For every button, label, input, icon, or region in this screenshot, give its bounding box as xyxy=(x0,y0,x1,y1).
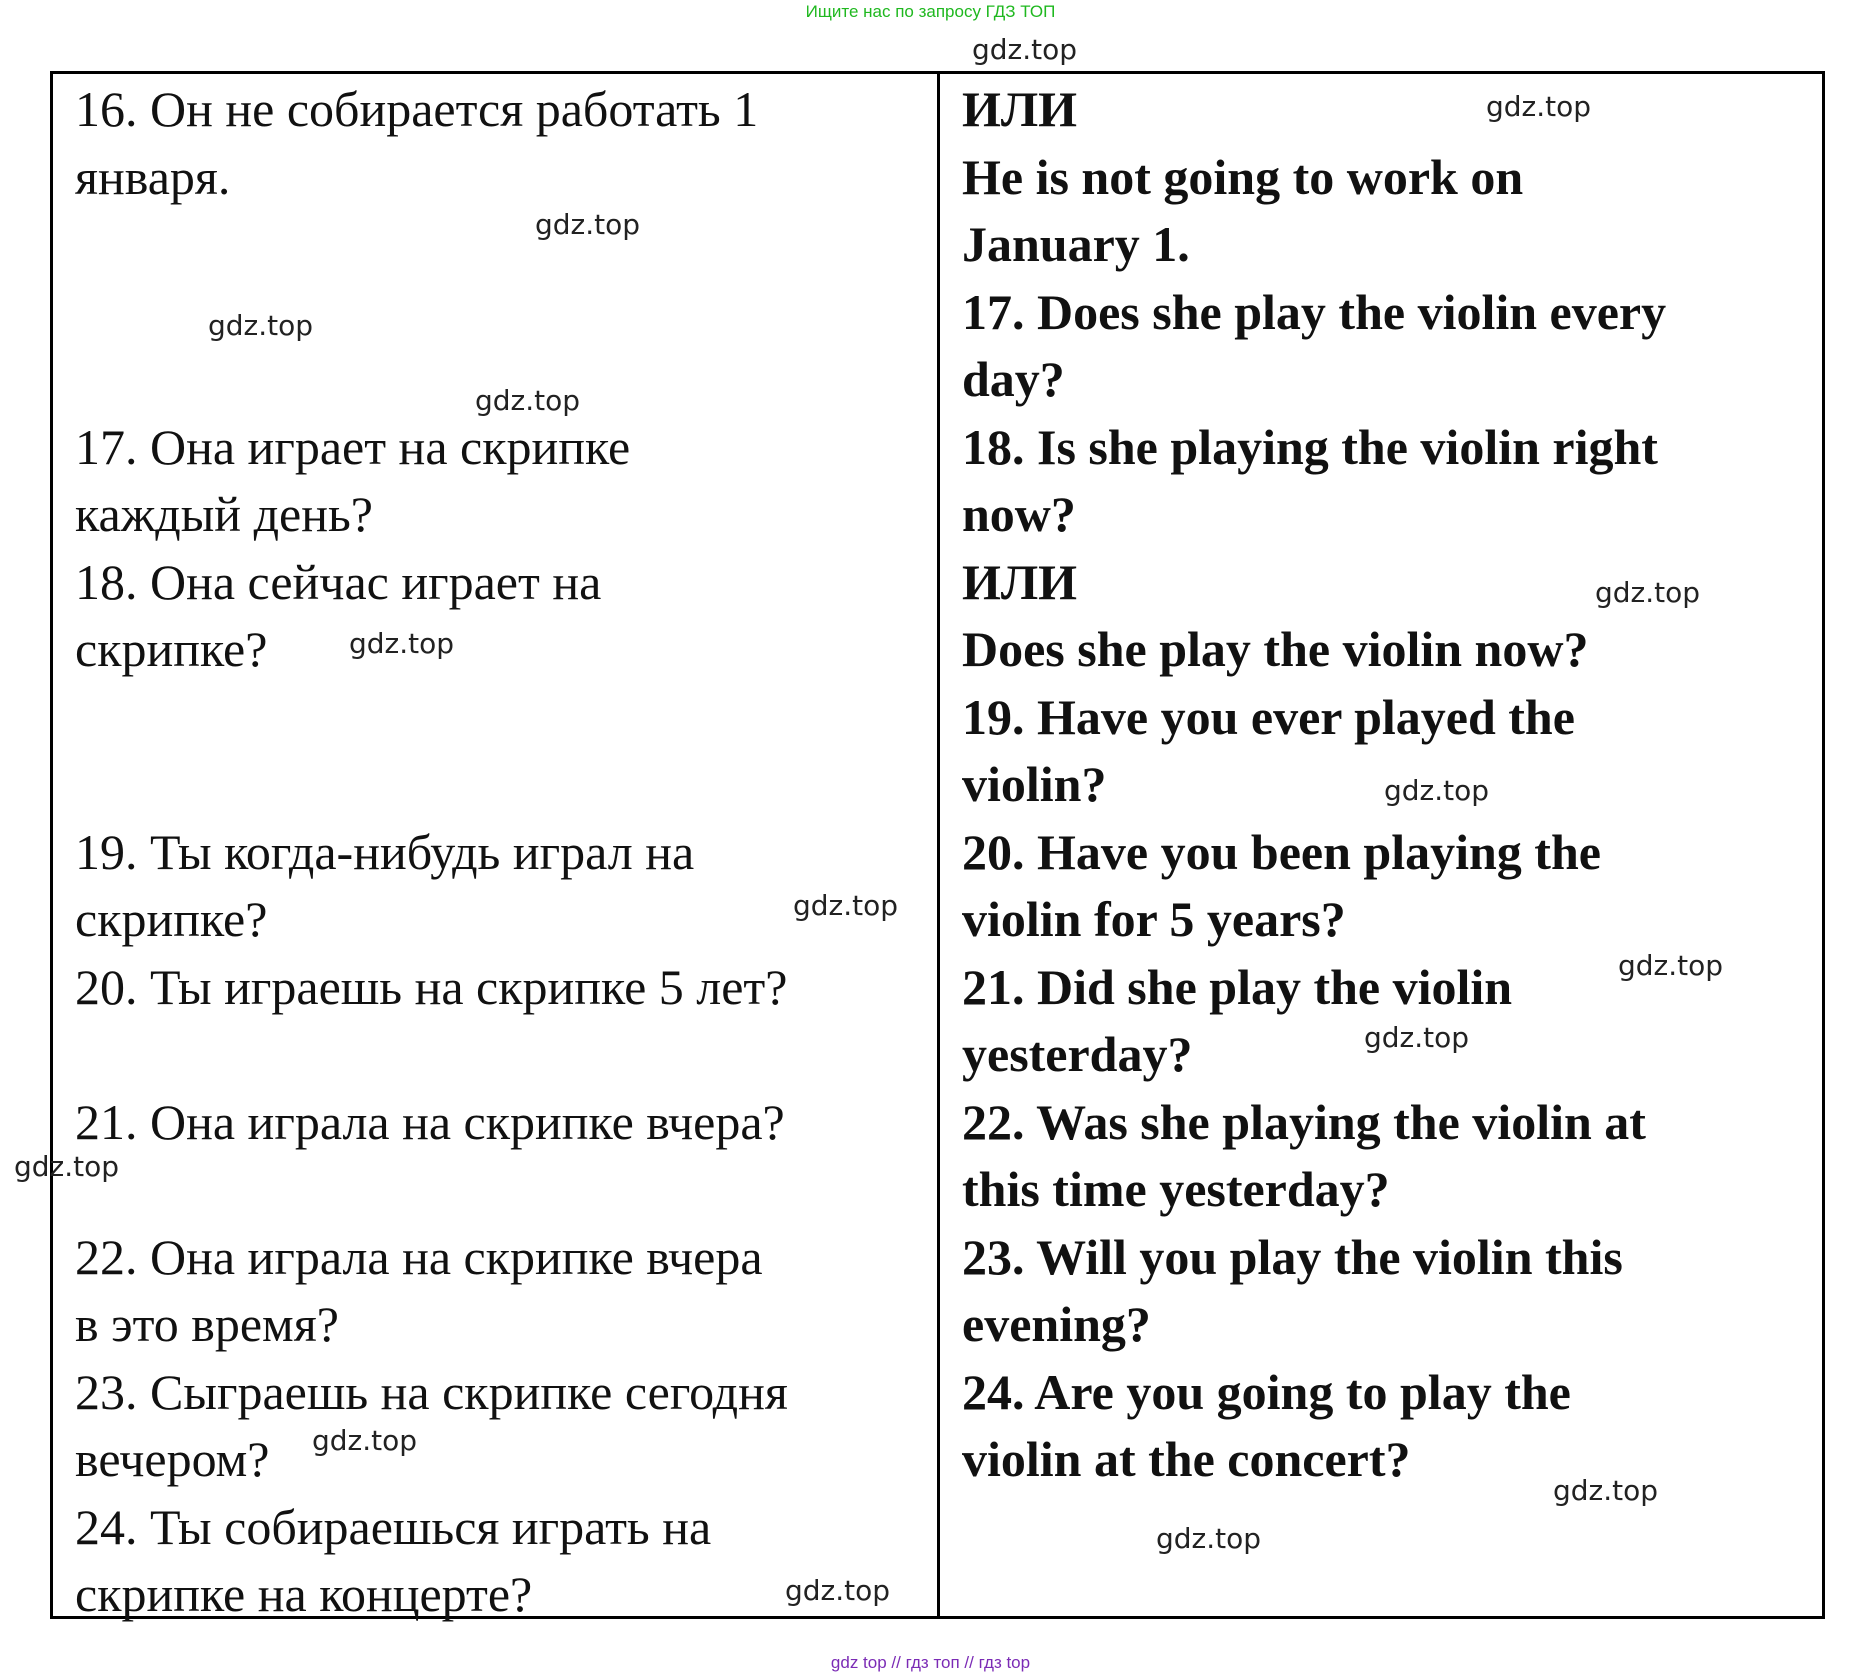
footer-links[interactable]: gdz top // гдз топ // гдз top xyxy=(830,1653,1031,1672)
watermark: gdz.top xyxy=(1384,774,1490,807)
en-line: 18. Is she playing the violin right xyxy=(962,418,1658,475)
watermark: gdz.top xyxy=(475,384,581,417)
ru-line: скрипке? xyxy=(75,891,268,947)
ru-line: вечером? xyxy=(75,1431,270,1487)
en-line: 24. Are you going to play the xyxy=(962,1363,1571,1420)
watermark: gdz.top xyxy=(1364,1021,1470,1054)
column-divider xyxy=(937,71,940,1619)
en-line: He is not going to work on xyxy=(962,148,1524,205)
en-line: 23. Will you play the violin this xyxy=(962,1228,1623,1285)
en-line: 21. Did she play the violin xyxy=(962,958,1513,1015)
watermark: gdz.top xyxy=(535,208,641,241)
watermark: gdz.top xyxy=(785,1574,891,1607)
en-line: ИЛИ xyxy=(962,81,1078,137)
ru-line xyxy=(75,751,925,819)
ru-line: скрипке? xyxy=(75,621,268,677)
en-line: now? xyxy=(962,486,1076,542)
ru-line xyxy=(75,279,925,347)
ru-line: 16. Он не собирается работать 1 xyxy=(75,81,759,137)
watermark: gdz.top xyxy=(312,1424,418,1457)
en-line: day? xyxy=(962,351,1065,407)
ru-line: 22. Она играла на скрипке вчера xyxy=(75,1228,763,1285)
en-line: violin? xyxy=(962,756,1107,812)
en-line: violin at the concert? xyxy=(962,1431,1411,1487)
watermark: gdz.top xyxy=(1618,949,1724,982)
ru-line xyxy=(75,1156,925,1224)
en-line: 19. Have you ever played the xyxy=(962,688,1575,745)
en-line: evening? xyxy=(962,1296,1151,1352)
russian-column xyxy=(75,76,925,1629)
en-line: Does she play the violin now? xyxy=(962,621,1589,677)
ru-line xyxy=(75,684,925,752)
en-line: this time yesterday? xyxy=(962,1161,1390,1217)
ru-line: 20. Ты играешь на скрипке 5 лет? xyxy=(75,958,788,1015)
ru-line: 18. Она сейчас играет на xyxy=(75,553,602,610)
ru-line: каждый день? xyxy=(75,486,373,542)
en-line: 22. Was she playing the violin at xyxy=(962,1093,1646,1150)
ru-line: января. xyxy=(75,148,231,205)
watermark: gdz.top xyxy=(208,309,314,342)
en-line: violin for 5 years? xyxy=(962,891,1346,947)
en-line: yesterday? xyxy=(962,1026,1193,1082)
watermark: gdz.top xyxy=(1156,1522,1262,1555)
ru-line: 23. Сыграешь на скрипке сегодня xyxy=(75,1363,788,1420)
search-hint[interactable]: Ищите нас по запросу ГДЗ ТОП xyxy=(805,2,1056,21)
watermark: gdz.top xyxy=(793,889,899,922)
watermark: gdz.top xyxy=(349,627,455,660)
watermark: gdz.top xyxy=(1595,576,1701,609)
ru-line xyxy=(75,1021,925,1089)
ru-line: 24. Ты собираешься играть на xyxy=(75,1498,712,1555)
ru-line: 19. Ты когда-нибудь играл на xyxy=(75,823,695,880)
en-line: 17. Does she play the violin every xyxy=(962,283,1667,340)
ru-line: 17. Она играет на скрипке xyxy=(75,418,631,475)
watermark: gdz.top xyxy=(14,1150,120,1183)
ru-line: в это время? xyxy=(75,1296,339,1352)
watermark: gdz.top xyxy=(1486,90,1592,123)
ru-line: 21. Она играла на скрипке вчера? xyxy=(75,1093,785,1150)
ru-line xyxy=(75,208,925,279)
watermark: gdz.top xyxy=(972,33,1078,66)
en-line: ИЛИ xyxy=(962,553,1078,610)
watermark: gdz.top xyxy=(1553,1474,1659,1507)
en-line: January 1. xyxy=(962,216,1190,272)
en-line: 20. Have you been playing the xyxy=(962,823,1601,880)
ru-line: скрипке на концерте? xyxy=(75,1566,533,1622)
